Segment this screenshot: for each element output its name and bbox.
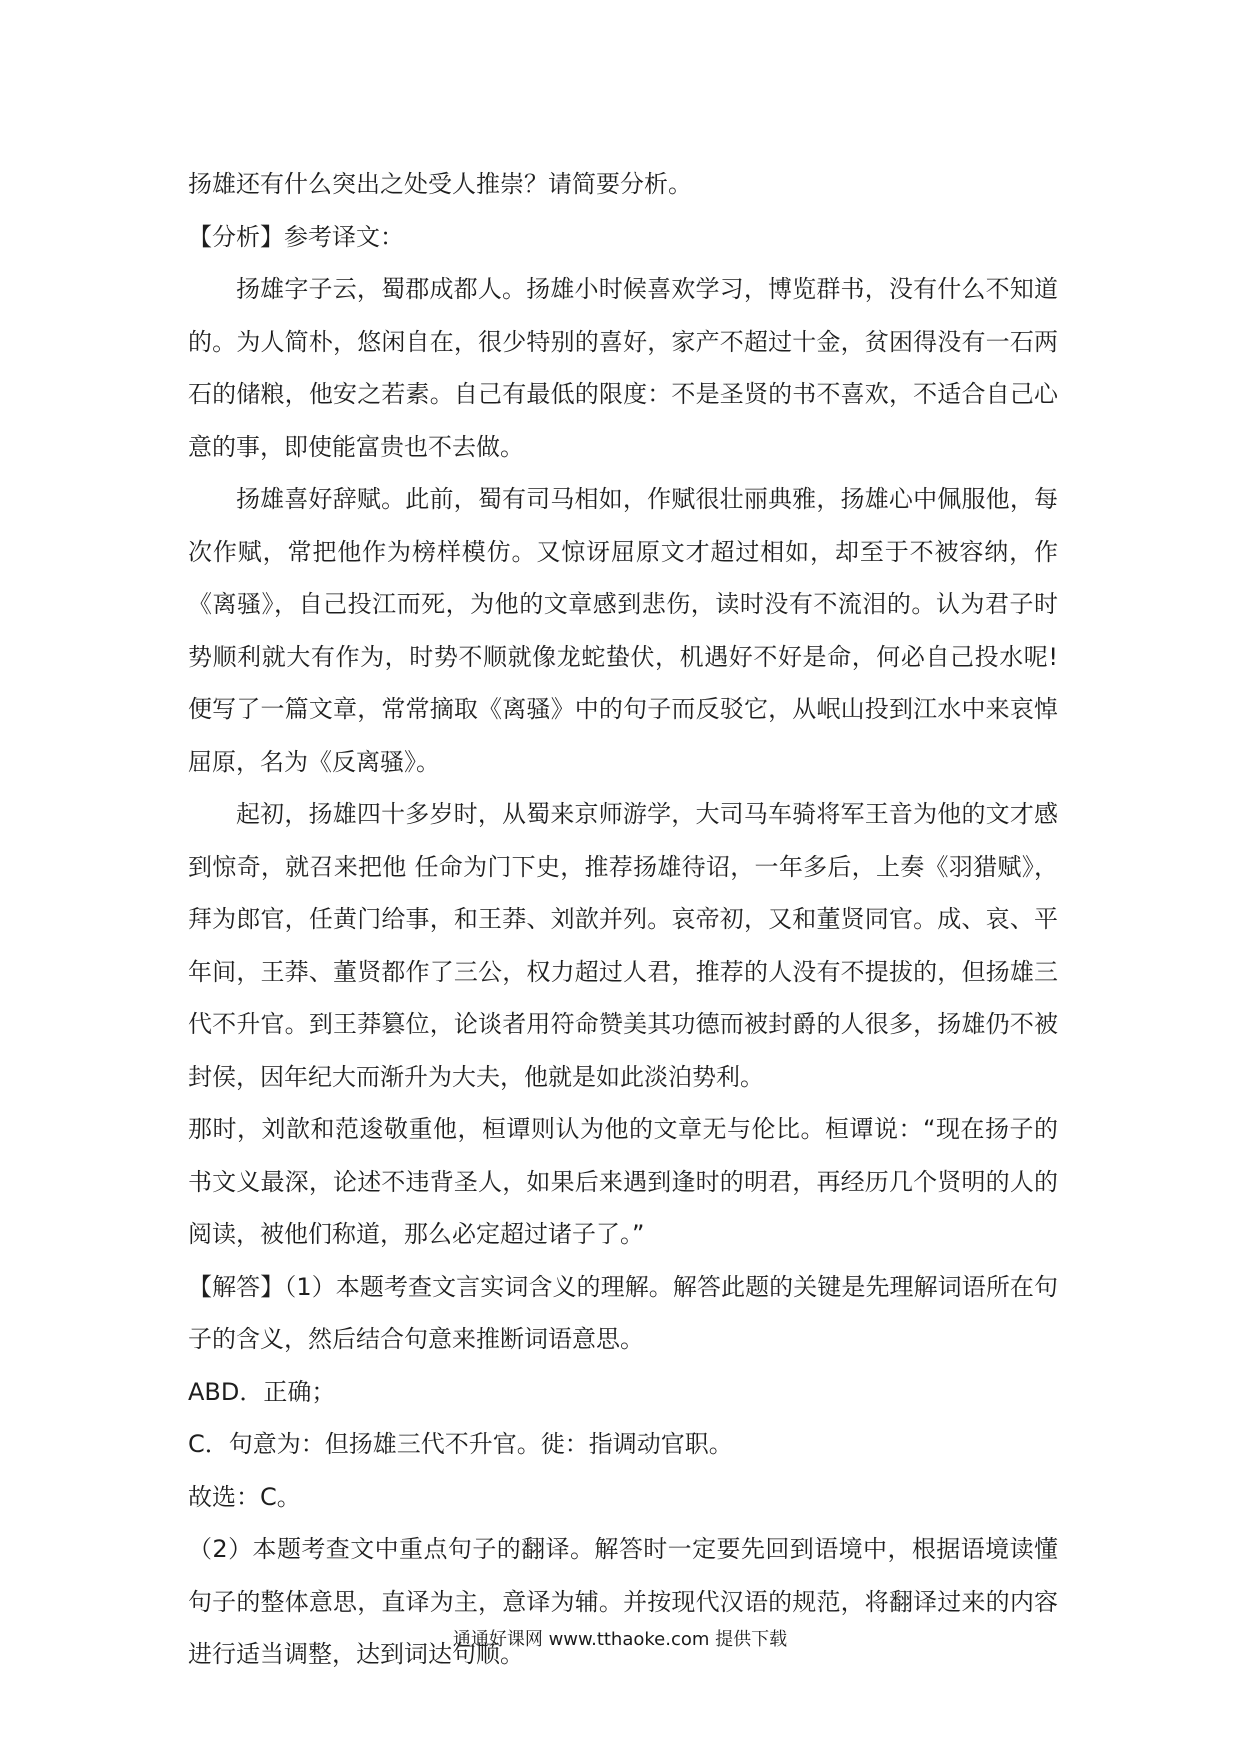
page-footer: 通通好课网 www.tthaoke.com 提供下载 [452,1629,788,1650]
analysis-heading: 【分析】参考译文： [188,222,404,251]
question-line: 扬雄还有什么突出之处受人推崇？请简要分析。 [188,170,692,198]
answer-part-1: 【解答】（1）本题考查文言实词含义的理解。解答此题的关键是先理解词语所在句子的含义，然后结合句意来推断词语意思。 [188,1272,1058,1353]
translation-paragraph-2: 扬雄喜好辞赋。此前，蜀有司马相如，作赋很壮丽典雅，扬雄心中佩服他，每次作赋，常把他作为榜样模仿。又惊讶屈原文才超过相如，却至于不被容纳，作《离骚》，自己投江而死，为他的文章感到悲伤，读时没有不流泪的。认为君子时势顺利就大有作为，时势不顺就像龙蛇蛰伏，机遇好不好是命，何必自己投水呢!便写了一篇文章，常常摘取《离骚》中的句子而反驳它，从岷山投到江水中来哀悼屈原，名为《反离骚》。 [188,485,1058,776]
translation-paragraph-4: 那时，刘歆和范逡敬重他，桓谭则认为他的文章无与伦比。桓谭说：“现在扬子的书文义最深，论述不违背圣人，如果后来遇到逢时的明君，再经历几个贤明的人的阅读，被他们称道，那么必定超过诸子了。” [188,1115,1058,1248]
document-body [188,158,1058,1681]
answer-option-c: C．句意为：但扬雄三代不升官。徙：指调动官职。 [188,1430,733,1458]
answer-part-2: （2）本题考查文中重点句子的翻译。解答时一定要先回到语境中，根据语境读懂句子的整体意思，直译为主，意译为辅。并按现代汉语的规范，将翻译过来的内容进行适当调整，达到词达句顺。 [188,1535,1058,1668]
translation-paragraph-3: 起初，扬雄四十多岁时，从蜀来京师游学，大司马车骑将军王音为他的文才感到惊奇，就召来把他 任命为门下史，推荐扬雄待诏，一年多后，上奏《羽猎赋》，拜为郎官，任黄门给事，和王莽、刘歆并列。哀帝初，又和董贤同官。成、哀、平年间，王莽、董贤都作了三公，权力超过人君，推荐的人没有不提拔的，但扬雄三代不升官。到王莽篡位，论谈者用符命赞美其功德而被封爵的人很多，扬雄仍不被封侯，因年纪大而渐升为大夫，他就是如此淡泊势利。 [188,800,1058,1091]
answer-choice: 故选：C。 [188,1482,301,1511]
translation-paragraph-1: 扬雄字子云，蜀郡成都人。扬雄小时候喜欢学习，博览群书，没有什么不知道的。为人简朴，悠闲自在，很少特别的喜好，家产不超过十金，贫困得没有一石两石的储粮，他安之若素。自己有最低的限度：不是圣贤的书不喜欢，不适合自己心意的事，即使能富贵也不去做。 [188,275,1058,461]
answer-option-abd: ABD．正确； [188,1377,336,1406]
